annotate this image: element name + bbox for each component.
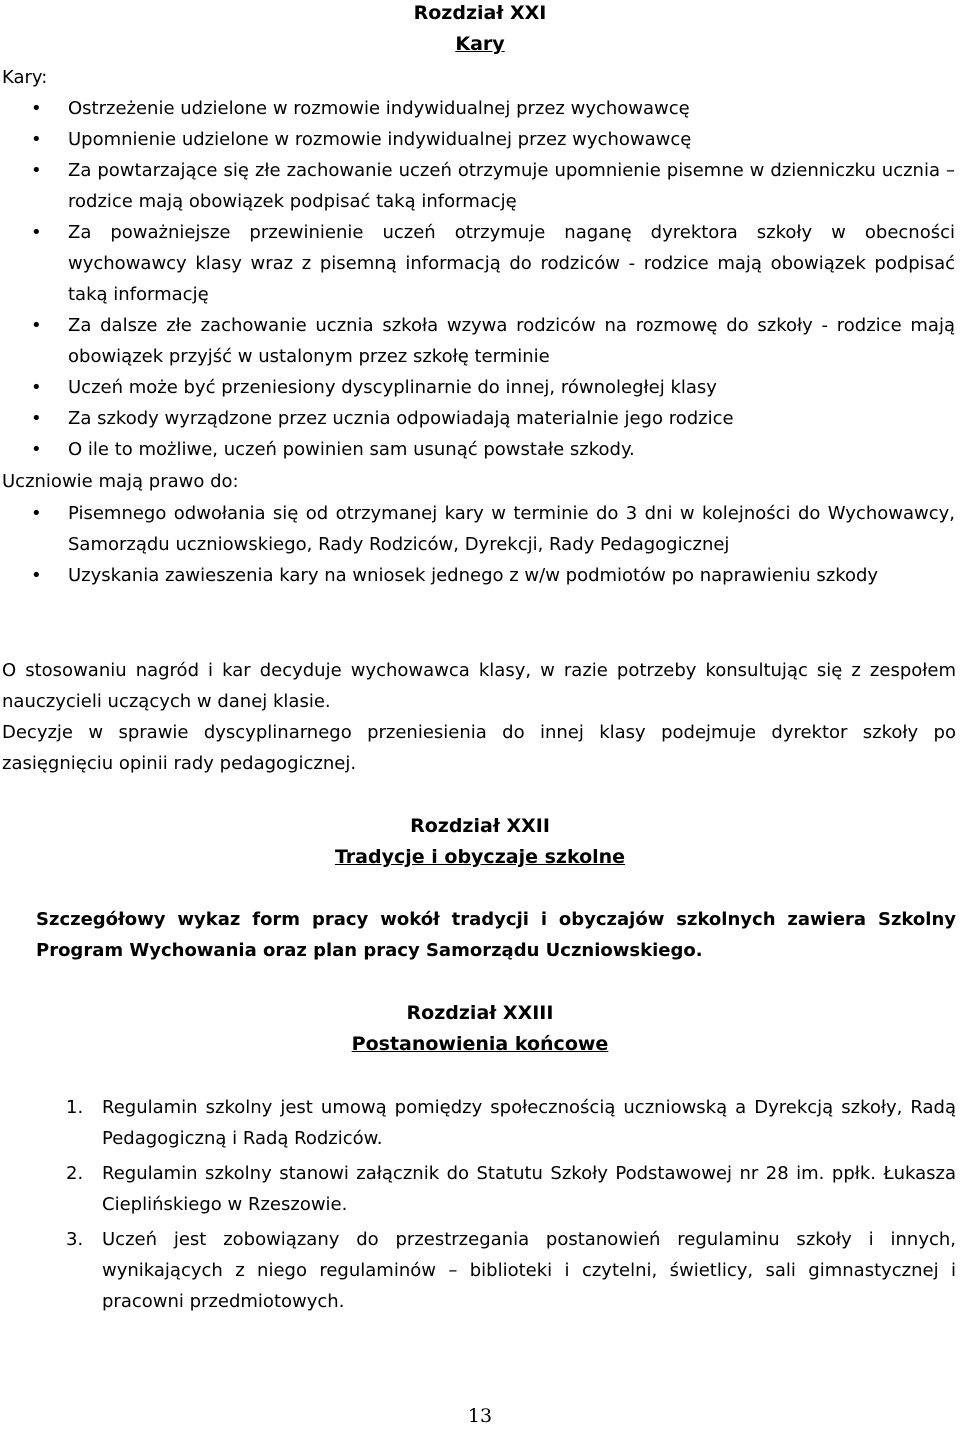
chapter22-heading: Rozdział XXII: [410, 815, 550, 837]
chapter23-heading: Rozdział XXIII: [406, 1002, 554, 1024]
list-item: • Ostrzeżenie udzielone w rozmowie indywidualnej przez wychowawcę: [0, 93, 955, 124]
list-item: • Pisemnego odwołania się od otrzymanej kary w terminie do 3 dni w kolejności do Wychowawcy, Samorządu uczniowskiego, Rady Rodziców, Dyrekcji, Rady Pedagogicznej: [0, 498, 955, 560]
bullet-icon: •: [31, 377, 42, 398]
kary-list: [0, 93, 955, 465]
bullet-icon: •: [31, 129, 42, 150]
bullet-icon: •: [31, 222, 42, 243]
chapter22-title: Tradycje i obyczaje szkolne: [334, 846, 626, 868]
bullet-icon: •: [31, 98, 42, 119]
prawo-list: [0, 498, 955, 591]
bullet-icon: •: [31, 315, 42, 336]
bullet-icon: •: [31, 160, 42, 181]
bullet-icon: •: [31, 565, 42, 586]
list-item: • Uzyskania zawieszenia kary na wniosek jednego z w/w podmiotów po naprawieniu szkody: [0, 560, 955, 591]
page-number: 13: [467, 1405, 493, 1427]
list-item: 2. Regulamin szkolny stanowi załącznik do Statutu Szkoły Podstawowej nr 28 im. ppłk. Łukasza Cieplińskiego w Rzeszowie.: [66, 1163, 956, 1215]
paragraph-decyzje: Decyzje w sprawie dyscyplinarnego przeniesienia do innej klasy podejmuje dyrektor szkoły po zasięgnięciu opinii rady pedagogicznej.: [2, 722, 956, 774]
bullet-icon: •: [31, 439, 42, 460]
list-item: • Za dalsze złe zachowanie ucznia szkoła wzywa rodziców na rozmowę do szkoły - rodzice mają obowiązek przyjść w ustalonym przez szkołę terminie: [0, 310, 955, 372]
chapter23-title: Postanowienia końcowe: [351, 1033, 609, 1055]
postanowienia-list: [0, 1092, 956, 1321]
chapter21-heading: Rozdział XXI: [413, 2, 547, 24]
chapter21-title: Kary: [455, 33, 505, 55]
bullet-icon: •: [31, 408, 42, 429]
list-item: • O ile to możliwe, uczeń powinien sam usunąć powstałe szkody.: [0, 434, 955, 465]
list-item: 3. Uczeń jest zobowiązany do przestrzegania postanowień regulaminu szkoły i innych, wynikających z niego regulaminów – biblioteki i czytelni, świetlicy, sali gimnastycznej i pracowni przedmiotowych.: [66, 1229, 956, 1312]
bullet-icon: •: [31, 503, 42, 524]
paragraph-nagrody: O stosowaniu nagród i kar decyduje wychowawca klasy, w razie potrzeby konsultując się z zespołem nauczycieli uczących w danej klasie.: [2, 660, 956, 712]
list-item: • Za szkody wyrządzone przez ucznia odpowiadają materialnie jego rodzice: [0, 403, 955, 434]
list-item: • Upomnienie udzielone w rozmowie indywidualnej przez wychowawcę: [0, 124, 955, 155]
list-item: • Za poważniejsze przewinienie uczeń otrzymuje naganę dyrektora szkoły w obecności wychowawcy klasy wraz z pisemną informacją do rodziców - rodzice mają obowiązek podpisać taką informację: [0, 217, 955, 310]
list-item: • Uczeń może być przeniesiony dyscyplinarnie do innej, równoległej klasy: [0, 372, 955, 403]
list-item: 1. Regulamin szkolny jest umową pomiędzy społecznością uczniowską a Dyrekcją szkoły, Radą Pedagogiczną i Radą Rodziców.: [66, 1097, 956, 1149]
prawo-label: Uczniowie mają prawo do:: [2, 471, 239, 492]
kary-label: Kary:: [2, 67, 48, 88]
chapter22-text: Szczegółowy wykaz form pracy wokół tradycji i obyczajów szkolnych zawiera Szkolny Program Wychowania oraz plan pracy Samorządu Uczniowskiego.: [36, 909, 956, 961]
list-item: • Za powtarzające się złe zachowanie uczeń otrzymuje upomnienie pisemne w dzienniczku ucznia – rodzice mają obowiązek podpisać taką informację: [0, 155, 955, 217]
